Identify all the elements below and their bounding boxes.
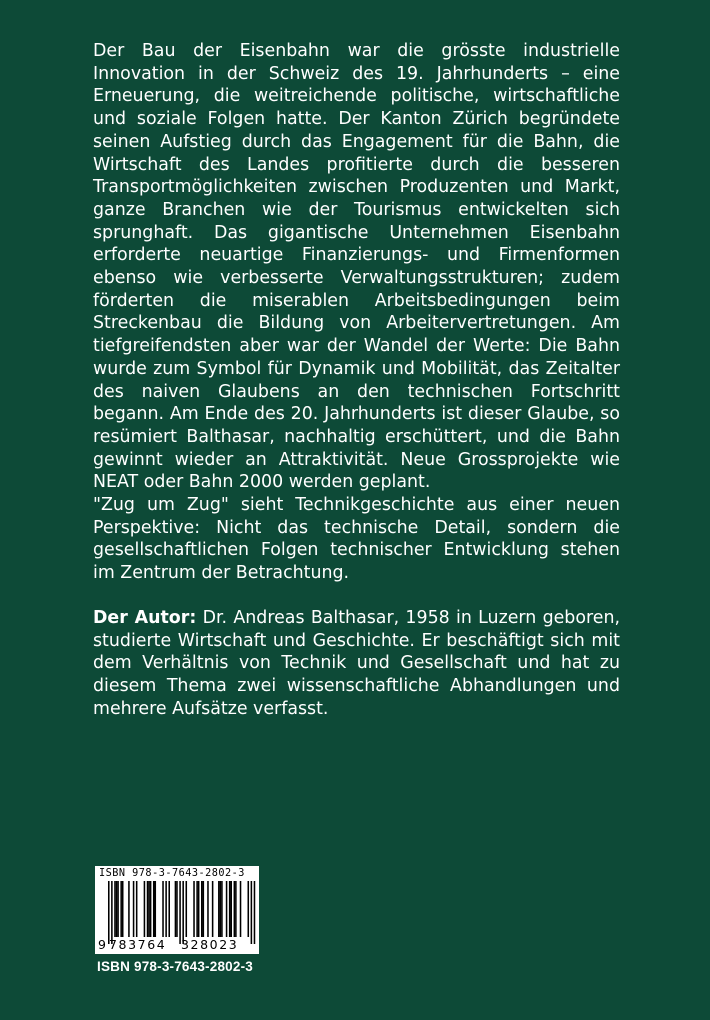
isbn-barcode xyxy=(95,866,259,954)
barcode-bar xyxy=(144,881,146,937)
barcode-bar xyxy=(235,881,237,937)
barcode-bar xyxy=(147,881,149,937)
barcode-bar xyxy=(226,881,228,937)
barcode-bar xyxy=(230,881,232,937)
barcode-bar xyxy=(234,881,236,937)
barcode-bar xyxy=(198,881,200,937)
perspective-paragraph: "Zug um Zug" sieht Technikgeschichte aus einer neuen Perspektive: Nicht das technische Detail, sondern die gesellschaftlichen Folgen technischer Entwicklung stehen im Zentrum der Betrachtung. xyxy=(93,495,620,584)
barcode-guard-bar xyxy=(182,881,184,944)
barcode-isbn-label: ISBN 978-3-7643-2802-3 xyxy=(99,868,245,879)
author-bio xyxy=(93,607,620,721)
barcode-bar xyxy=(120,881,122,937)
book-description-paragraph: Der Bau der Eisenbahn war die grösste industrielle Innovation in der Schweiz des 19. Jahrhunderts – eine Erneuerung, die weitreichende politische, wirtschaftliche und soziale Folgen hatte. Der Kanton Zürich begründete seinen Aufstieg durch das Engagement für die Bahn, die Wirtschaft des Landes profitierte durch die besseren Transportmöglichkeiten zwischen Produzenten und Markt, ganze Branchen wie der Tourismus entwickelten sich sprunghaft. Das gigantische Unternehmen Eisenbahn erforderte neuartige Finanzierungs- und Firmenformen ebenso wie verbesserte Verwaltungsstrukturen; zudem förderten die miserablen Arbeitsbedingungen beim Streckenbau die Bildung von Arbeitervertretungen. Am tiefgreifendsten aber war der Wandel der Werte: Die Bahn wurde zum Symbol für Dynamik und Mobilität, das Zeitalter des naiven Glaubens an den technischen Fortschritt begann. Am Ende des 20. Jahrhunderts ist dieser Glaube, so resümiert Balthasar, nachhaltig erschüttert, und die Bahn gewinnt wieder an Attraktivität. Neue Grossprojekte wie NEAT oder Bahn 2000 werden geplant. xyxy=(93,41,620,493)
barcode-first-digit: 9 xyxy=(98,937,106,952)
barcode-bar xyxy=(212,881,214,937)
barcode-bar xyxy=(240,881,242,937)
barcode-guard-bar xyxy=(179,881,181,944)
barcode-bar xyxy=(165,881,167,937)
barcode-bar xyxy=(201,881,203,937)
barcode-bar xyxy=(176,881,178,937)
barcode-bar xyxy=(122,881,124,937)
barcode-bar xyxy=(162,881,164,937)
barcode-bar xyxy=(186,881,188,937)
barcode-bar xyxy=(114,881,116,937)
barcode-bar xyxy=(136,881,138,937)
barcode-bar xyxy=(150,881,152,937)
author-label: Der Autor: xyxy=(93,607,197,628)
barcode-bar xyxy=(203,881,205,937)
barcode-guard-bar xyxy=(111,881,113,944)
barcode-bar xyxy=(117,881,119,937)
barcode-bar xyxy=(193,881,195,937)
barcode-bar xyxy=(221,881,223,937)
barcode-bar xyxy=(218,881,220,937)
barcode-bar xyxy=(155,881,157,937)
barcode-bar xyxy=(148,881,150,937)
barcode-bar xyxy=(153,881,155,937)
isbn-number: ISBN 978-3-7643-2802-3 xyxy=(97,959,253,974)
barcode-right-digits: 328023 xyxy=(181,937,239,952)
barcode-guard-bar xyxy=(254,881,256,944)
barcode-bar xyxy=(248,881,250,937)
back-cover-text xyxy=(93,40,620,720)
barcode-guard-bar xyxy=(108,881,110,944)
barcode-bar xyxy=(229,881,231,937)
barcode-bar xyxy=(175,881,177,937)
barcode-bar xyxy=(168,881,170,937)
barcode-bar xyxy=(116,881,118,937)
barcode-left-digits: 783764 xyxy=(109,937,167,952)
barcode-guard-bar xyxy=(251,881,253,944)
author-bio-text: Dr. Andreas Balthasar, 1958 in Luzern geboren, studierte Wirtschaft und Geschichte. Er beschäftigt sich mit dem Verhältnis von Technik und Gesellschaft und hat zu diesem Thema zwei wissenschaftliche Abhandlungen und mehrere Aufsätze verfasst. xyxy=(93,607,621,719)
barcode-bar xyxy=(196,881,198,937)
barcode-bar xyxy=(133,881,135,937)
barcode-bar xyxy=(207,881,209,937)
barcode-bar xyxy=(128,881,130,937)
barcode-bar xyxy=(220,881,222,937)
